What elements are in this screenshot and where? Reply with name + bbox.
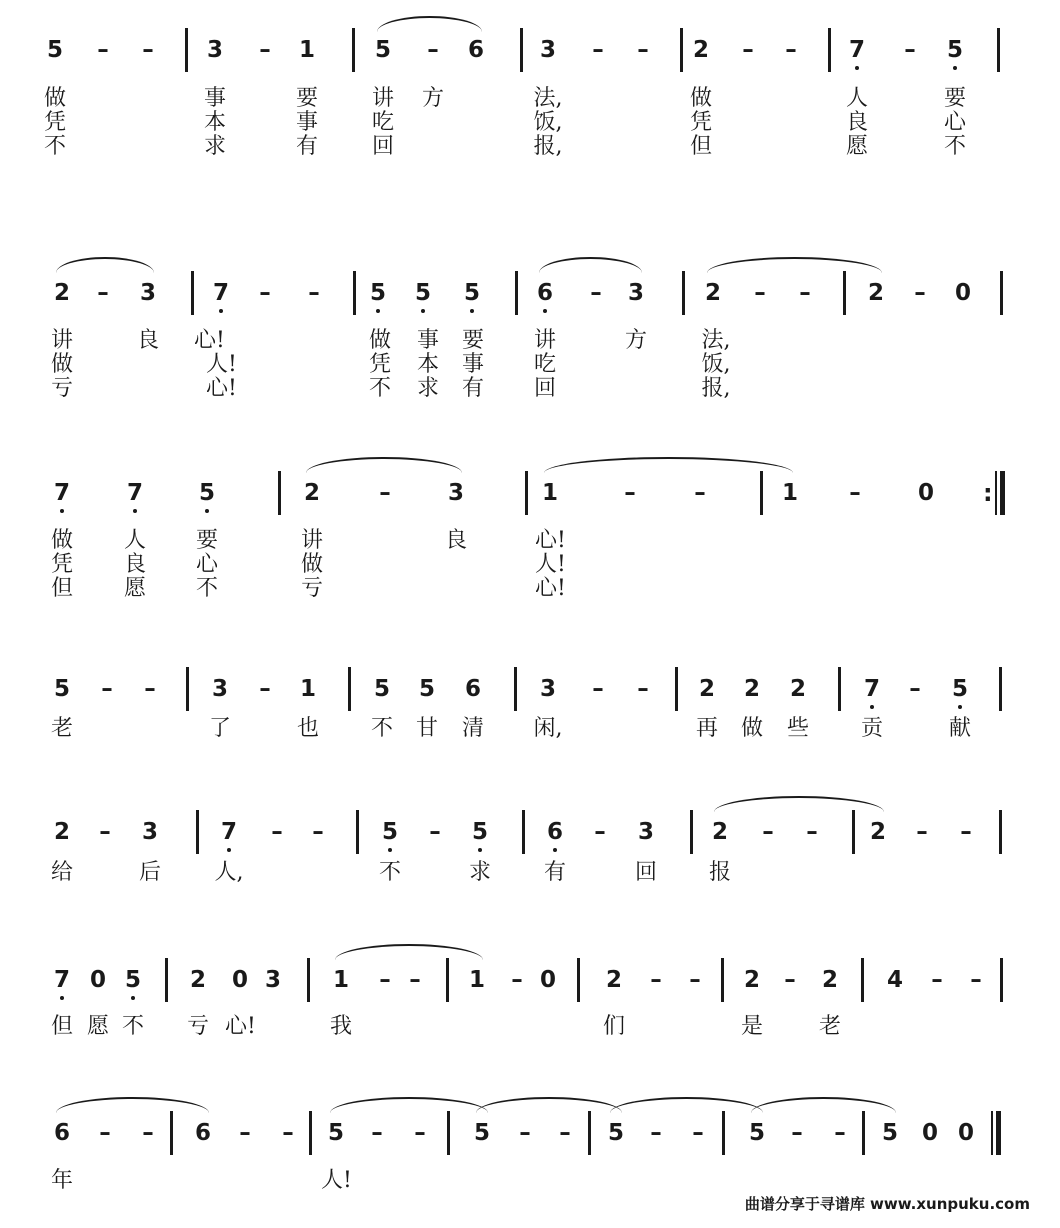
lyric-char: 法,	[701, 328, 731, 353]
barline	[1000, 958, 1003, 1002]
dash-extension: –	[97, 280, 109, 306]
note-digit: 5	[459, 279, 485, 307]
lyric-char: 有	[295, 134, 318, 159]
note-digit: 6	[532, 279, 558, 307]
dash-extension: –	[909, 676, 921, 702]
dash-extension: –	[784, 967, 796, 993]
note-digit: 3	[539, 676, 556, 702]
lyric-char: 讲	[300, 528, 323, 553]
dash-extension: –	[914, 280, 926, 306]
tie-slur	[377, 16, 482, 32]
note-digit: 5	[374, 37, 391, 63]
note-digit: 3	[141, 819, 158, 845]
barline	[520, 28, 523, 72]
barline	[577, 958, 580, 1002]
barline	[722, 1111, 725, 1155]
lyric-char: 做	[300, 552, 323, 577]
lyric-char: 但	[50, 1014, 73, 1039]
dash-extension: –	[259, 37, 271, 63]
note-digit: 3	[539, 37, 556, 63]
dash-extension: –	[259, 280, 271, 306]
lyric-char: 凭	[50, 552, 73, 577]
tie-slur	[476, 1097, 622, 1113]
barline	[356, 810, 359, 854]
lyric-char: 人!	[321, 1168, 352, 1193]
barline	[278, 471, 281, 515]
lyric-char: 有	[461, 376, 484, 401]
dash-extension: –	[519, 1120, 531, 1146]
lyric-char: 不	[43, 134, 66, 159]
note-digit: 5	[120, 966, 146, 994]
lyric-char: 有	[543, 860, 566, 885]
lyric-char: 不	[370, 716, 393, 741]
lyric-char: 闲,	[533, 716, 563, 741]
dash-extension: –	[312, 819, 324, 845]
lyric-char: 后	[138, 860, 161, 885]
dash-extension: –	[806, 819, 818, 845]
dash-extension: –	[101, 676, 113, 702]
dash-extension: –	[99, 819, 111, 845]
note-digit: 5	[46, 37, 63, 63]
lyric-char: 心	[943, 110, 966, 135]
lyric-char: 要	[295, 86, 318, 111]
lyric-char: 做	[50, 352, 73, 377]
dash-extension: –	[692, 1120, 704, 1146]
lyric-char: 事	[295, 110, 318, 135]
lyric-char: 给	[50, 860, 73, 885]
lyric-char: 良	[136, 328, 159, 353]
note-digit: 7	[49, 966, 75, 994]
dash-extension: –	[559, 1120, 571, 1146]
note-digit: 1	[468, 967, 485, 993]
lyric-char: 事	[461, 352, 484, 377]
note-digit: 3	[139, 280, 156, 306]
lyric-char: 但	[689, 134, 712, 159]
lyric-char: 本	[416, 352, 439, 377]
barline	[185, 28, 188, 72]
dash-extension: –	[429, 819, 441, 845]
lyric-char: 回	[533, 376, 556, 401]
lyric-char: 报,	[701, 376, 731, 401]
barline	[861, 958, 864, 1002]
dash-extension: –	[637, 676, 649, 702]
barline	[852, 810, 855, 854]
dash-extension: –	[511, 967, 523, 993]
site-watermark: 曲谱分享于寻谱库 www.xunpuku.com	[744, 1195, 1030, 1213]
barline	[196, 810, 199, 854]
note-digit: 2	[53, 819, 70, 845]
lyric-char: 人	[123, 528, 146, 553]
lyric-char: 良	[123, 552, 146, 577]
note-digit: 0	[954, 280, 971, 306]
note-digit: 2	[303, 480, 320, 506]
note-digit: 5	[607, 1120, 624, 1146]
dash-extension: –	[594, 819, 606, 845]
note-digit: 6	[53, 1120, 70, 1146]
lyric-char: 心!	[535, 528, 566, 553]
dash-extension: –	[144, 676, 156, 702]
lyric-char: 亏	[186, 1014, 209, 1039]
note-digit: 0	[539, 967, 556, 993]
lyric-char: 心!	[194, 328, 225, 353]
lyric-char: 甘	[415, 716, 438, 741]
note-digit: 6	[542, 818, 568, 846]
note-digit: 5	[194, 479, 220, 507]
dash-extension: –	[259, 676, 271, 702]
lyric-char: 报,	[533, 134, 563, 159]
note-digit: 0	[89, 967, 106, 993]
lyric-char: 心!	[535, 576, 566, 601]
note-digit: 5	[327, 1120, 344, 1146]
lyric-char: 凭	[689, 110, 712, 135]
dash-extension: –	[624, 480, 636, 506]
dash-extension: –	[239, 1120, 251, 1146]
barline	[682, 271, 685, 315]
barline	[675, 667, 678, 711]
barline	[843, 271, 846, 315]
dash-extension: –	[590, 280, 602, 306]
note-digit: 2	[692, 37, 709, 63]
repeat-barline	[1000, 471, 1005, 515]
note-digit: 4	[886, 967, 903, 993]
lyric-char: 吃	[533, 352, 556, 377]
note-digit: 5	[418, 676, 435, 702]
barline	[352, 28, 355, 72]
lyric-char: 贡	[860, 716, 883, 741]
dash-extension: –	[379, 480, 391, 506]
dash-extension: –	[916, 819, 928, 845]
barline	[191, 271, 194, 315]
tie-slur	[610, 1097, 763, 1113]
note-digit: 2	[711, 819, 728, 845]
lyric-char: 良	[444, 528, 467, 553]
tie-slur	[56, 1097, 209, 1113]
dash-extension: –	[849, 480, 861, 506]
barline	[525, 471, 528, 515]
lyric-char: 们	[602, 1014, 625, 1039]
lyric-char: 不	[121, 1014, 144, 1039]
lyric-char: 年	[50, 1168, 73, 1193]
dash-extension: –	[592, 676, 604, 702]
tie-slur	[539, 257, 642, 273]
barline	[170, 1111, 173, 1155]
lyric-char: 求	[468, 860, 491, 885]
dash-extension: –	[282, 1120, 294, 1146]
dash-extension: –	[931, 967, 943, 993]
lyric-char: 做	[50, 528, 73, 553]
lyric-char: 求	[203, 134, 226, 159]
note-digit: 6	[464, 676, 481, 702]
dash-extension: –	[694, 480, 706, 506]
note-digit: 7	[844, 36, 870, 64]
lyric-char: 不	[943, 134, 966, 159]
lyric-char: 讲	[371, 86, 394, 111]
note-digit: 5	[377, 818, 403, 846]
dash-extension: –	[637, 37, 649, 63]
note-digit: 2	[789, 676, 806, 702]
tie-slur	[335, 944, 483, 960]
lyric-char: 人!	[535, 552, 566, 577]
barline	[999, 810, 1002, 854]
lyric-char: 我	[329, 1014, 352, 1039]
dash-extension: –	[427, 37, 439, 63]
barline	[353, 271, 356, 315]
note-digit: 2	[743, 967, 760, 993]
note-digit: 7	[122, 479, 148, 507]
dash-extension: –	[592, 37, 604, 63]
note-digit: 6	[194, 1120, 211, 1146]
tie-slur	[544, 457, 793, 473]
lyric-char: 再	[695, 716, 718, 741]
dash-extension: –	[308, 280, 320, 306]
note-digit: 3	[627, 280, 644, 306]
lyric-char: 愿	[845, 134, 868, 159]
note-digit: 3	[264, 967, 281, 993]
dash-extension: –	[754, 280, 766, 306]
dash-extension: –	[970, 967, 982, 993]
note-digit: 5	[410, 279, 436, 307]
lyric-char: 回	[634, 860, 657, 885]
note-digit: 1	[541, 480, 558, 506]
dash-extension: –	[742, 37, 754, 63]
note-digit: 6	[467, 37, 484, 63]
note-digit: 2	[743, 676, 760, 702]
note-digit: 5	[947, 675, 973, 703]
note-digit: 0	[957, 1120, 974, 1146]
note-digit: 0	[921, 1120, 938, 1146]
note-digit: 5	[473, 1120, 490, 1146]
barline	[165, 958, 168, 1002]
note-digit: 2	[189, 967, 206, 993]
tie-slur	[306, 457, 462, 473]
repeat-dots: :	[983, 479, 993, 507]
lyric-char: 了	[208, 716, 231, 741]
note-digit: 1	[781, 480, 798, 506]
tie-slur	[751, 1097, 896, 1113]
tie-slur	[56, 257, 154, 273]
lyric-char: 也	[296, 716, 319, 741]
note-digit: 2	[704, 280, 721, 306]
barline	[522, 810, 525, 854]
lyric-char: 做	[689, 86, 712, 111]
lyric-char: 老	[818, 1014, 841, 1039]
final-barline	[991, 1111, 993, 1155]
lyric-char: 事	[203, 86, 226, 111]
lyric-char: 愿	[86, 1014, 109, 1039]
note-digit: 5	[942, 36, 968, 64]
lyric-char: 事	[416, 328, 439, 353]
barline	[588, 1111, 591, 1155]
note-digit: 7	[49, 479, 75, 507]
note-digit: 2	[869, 819, 886, 845]
dash-extension: –	[371, 1120, 383, 1146]
tie-slur	[330, 1097, 488, 1113]
lyric-char: 不	[378, 860, 401, 885]
note-digit: 1	[299, 676, 316, 702]
lyric-char: 报	[708, 860, 731, 885]
lyric-char: 不	[368, 376, 391, 401]
note-digit: 5	[365, 279, 391, 307]
lyric-char: 凭	[43, 110, 66, 135]
lyric-char: 本	[203, 110, 226, 135]
lyric-char: 献	[948, 716, 971, 741]
lyric-char: 人!	[206, 352, 237, 377]
note-digit: 7	[216, 818, 242, 846]
barline	[1000, 271, 1003, 315]
dash-extension: –	[785, 37, 797, 63]
barline	[862, 1111, 865, 1155]
lyric-char: 但	[50, 576, 73, 601]
barline	[680, 28, 683, 72]
note-digit: 2	[698, 676, 715, 702]
note-digit: 5	[881, 1120, 898, 1146]
barline	[514, 667, 517, 711]
lyric-char: 要	[195, 528, 218, 553]
barline	[997, 28, 1000, 72]
note-digit: 2	[53, 280, 70, 306]
lyric-char: 吃	[371, 110, 394, 135]
note-digit: 3	[211, 676, 228, 702]
note-digit: 5	[467, 818, 493, 846]
lyric-char: 饭,	[533, 110, 563, 135]
note-digit: 1	[298, 37, 315, 63]
barline	[721, 958, 724, 1002]
lyric-char: 心	[195, 552, 218, 577]
lyric-char: 愿	[123, 576, 146, 601]
dash-extension: –	[271, 819, 283, 845]
lyric-char: 方	[624, 328, 647, 353]
barline	[760, 471, 763, 515]
final-barline	[996, 1111, 1001, 1155]
lyric-char: 心!	[225, 1014, 256, 1039]
lyric-char: 方	[421, 86, 444, 111]
dash-extension: –	[142, 1120, 154, 1146]
dash-extension: –	[409, 967, 421, 993]
lyric-char: 做	[368, 328, 391, 353]
barline	[999, 667, 1002, 711]
lyric-char: 人	[845, 86, 868, 111]
lyric-char: 讲	[533, 328, 556, 353]
dash-extension: –	[904, 37, 916, 63]
lyric-char: 老	[50, 716, 73, 741]
barline	[515, 271, 518, 315]
tie-slur	[714, 796, 884, 812]
dash-extension: –	[142, 37, 154, 63]
lyric-char: 良	[845, 110, 868, 135]
note-digit: 5	[373, 676, 390, 702]
note-digit: 3	[637, 819, 654, 845]
dash-extension: –	[689, 967, 701, 993]
dash-extension: –	[799, 280, 811, 306]
lyric-char: 做	[43, 86, 66, 111]
lyric-char: 不	[195, 576, 218, 601]
lyric-char: 心!	[206, 376, 237, 401]
barline	[186, 667, 189, 711]
dash-extension: –	[762, 819, 774, 845]
note-digit: 0	[231, 967, 248, 993]
lyric-char: 求	[416, 376, 439, 401]
repeat-barline	[995, 471, 997, 515]
dash-extension: –	[97, 37, 109, 63]
barline	[828, 28, 831, 72]
dash-extension: –	[99, 1120, 111, 1146]
tie-slur	[707, 257, 882, 273]
note-digit: 7	[859, 675, 885, 703]
note-digit: 5	[748, 1120, 765, 1146]
barline	[446, 958, 449, 1002]
barline	[447, 1111, 450, 1155]
barline	[838, 667, 841, 711]
note-digit: 3	[447, 480, 464, 506]
dash-extension: –	[414, 1120, 426, 1146]
note-digit: 3	[206, 37, 223, 63]
dash-extension: –	[960, 819, 972, 845]
lyric-char: 凭	[368, 352, 391, 377]
lyric-char: 讲	[50, 328, 73, 353]
lyric-char: 亏	[300, 576, 323, 601]
dash-extension: –	[650, 1120, 662, 1146]
note-digit: 5	[53, 676, 70, 702]
lyric-char: 回	[371, 134, 394, 159]
note-digit: 2	[867, 280, 884, 306]
note-digit: 7	[208, 279, 234, 307]
lyric-char: 要	[943, 86, 966, 111]
barline	[307, 958, 310, 1002]
dash-extension: –	[379, 967, 391, 993]
lyric-char: 做	[740, 716, 763, 741]
lyric-char: 些	[786, 716, 809, 741]
barline	[348, 667, 351, 711]
lyric-char: 清	[461, 716, 484, 741]
barline	[309, 1111, 312, 1155]
note-digit: 2	[821, 967, 838, 993]
lyric-char: 人,	[214, 860, 244, 885]
note-digit: 1	[332, 967, 349, 993]
lyric-char: 法,	[533, 86, 563, 111]
note-digit: 2	[605, 967, 622, 993]
barline	[690, 810, 693, 854]
lyric-char: 是	[740, 1014, 763, 1039]
lyric-char: 饭,	[701, 352, 731, 377]
lyric-char: 要	[461, 328, 484, 353]
lyric-char: 亏	[50, 376, 73, 401]
dash-extension: –	[834, 1120, 846, 1146]
dash-extension: –	[791, 1120, 803, 1146]
note-digit: 0	[917, 480, 934, 506]
dash-extension: –	[650, 967, 662, 993]
